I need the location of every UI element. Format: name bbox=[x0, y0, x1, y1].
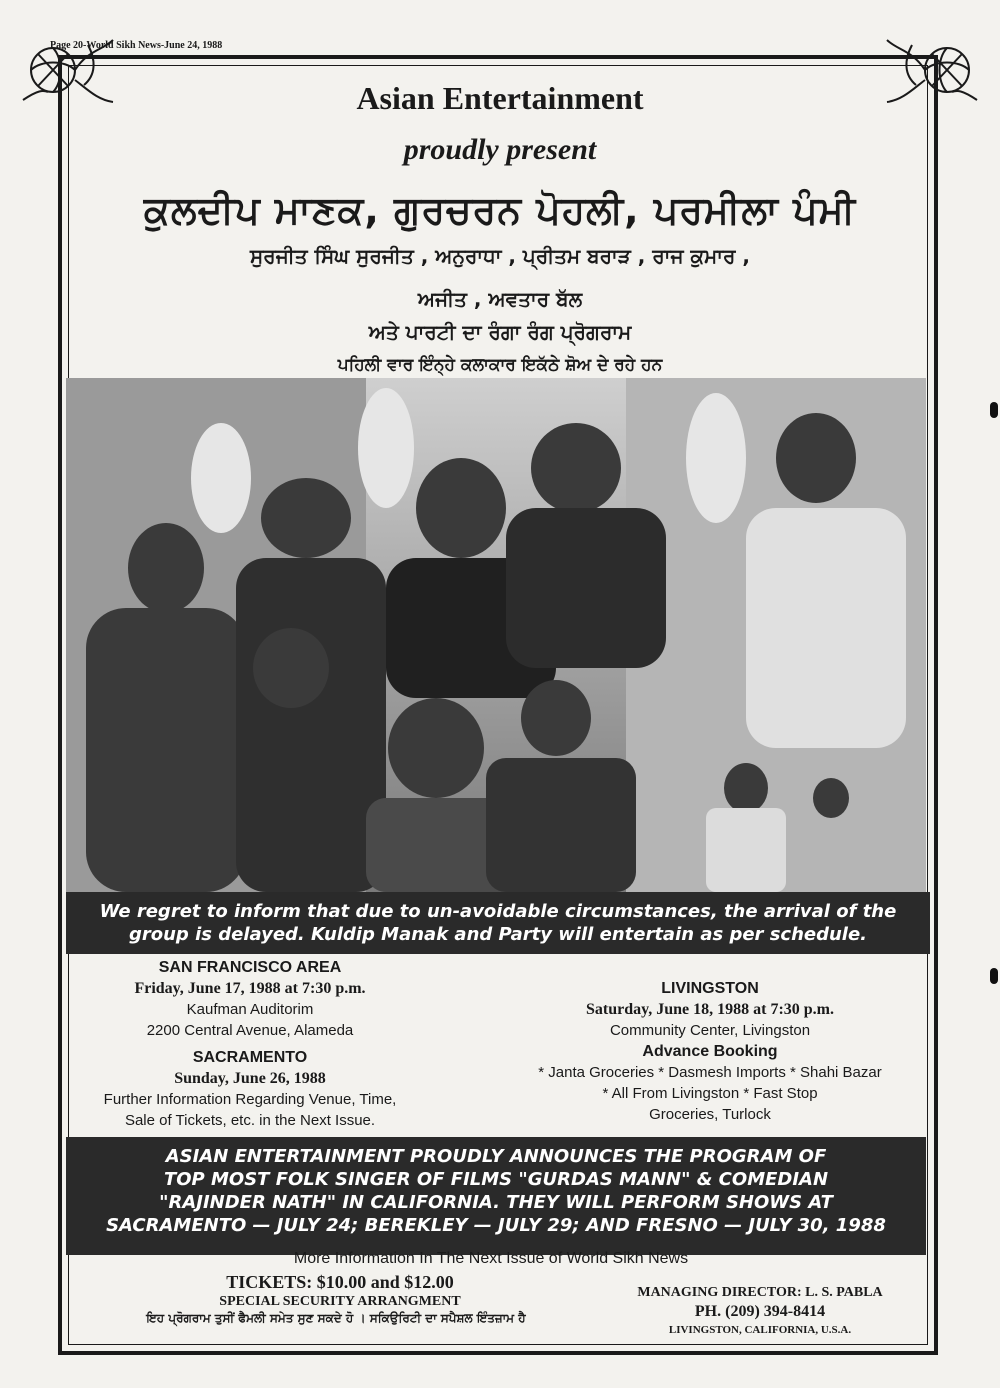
phone-number: PH. (209) 394-8414 bbox=[694, 1303, 826, 1320]
notice-line-1: We regret to inform that due to un-avoidable circumstances, the arrival of the bbox=[99, 901, 897, 922]
schedule-left-column bbox=[80, 957, 420, 1131]
managing-director: MANAGING DIRECTOR: L. S. PABLA bbox=[637, 1285, 883, 1300]
punjabi-headliners: ਕੁਲਦੀਪ ਮਾਣਕ, ਗੁਰਚਰਨ ਪੋਹਲੀ, ਪਰਮੀਲਾ ਪੰਮੀ bbox=[143, 188, 857, 232]
page-masthead: Page 20-World Sikh News-June 24, 1988 bbox=[50, 40, 223, 51]
announce-line-3: "RAJINDER NATH" IN CALIFORNIA. THEY WILL PERFORM SHOWS AT bbox=[159, 1192, 833, 1213]
advance-booking-1: * Janta Groceries * Dasmesh Imports * Shahi Bazar bbox=[538, 1064, 882, 1081]
punjabi-security-note: ਇਹ ਪ੍ਰੋਗਰਾਮ ਤੁਸੀਂ ਫੈਮਲੀ ਸਮੇਤ ਸੁਣ ਸਕਦੇ ਹੋ । ਸਕਿਉਰਿਟੀ ਦਾ ਸਪੈਸ਼ਲ ਇੰਤਜ਼ਾਮ ਹੈ bbox=[146, 1311, 526, 1325]
sf-heading: SAN FRANCISCO AREA bbox=[158, 959, 342, 976]
binder-hole bbox=[990, 402, 998, 418]
location: LIVINGSTON, CALIFORNIA, U.S.A. bbox=[668, 1324, 852, 1336]
sac-info-2: Sale of Tickets, etc. in the Next Issue. bbox=[124, 1112, 376, 1129]
punjabi-tagline: ਪਹਿਲੀ ਵਾਰ ਇੰਨ੍ਹੇ ਕਲਾਕਾਰ ਇਕੱਠੇ ਸ਼ੋਅ ਦੇ ਰਹੇ ਹਨ bbox=[337, 355, 663, 375]
group-photo-collage bbox=[66, 378, 926, 892]
liv-date: Saturday, June 18, 1988 at 7:30 p.m. bbox=[585, 1001, 835, 1018]
sf-venue: Kaufman Auditorim bbox=[186, 1001, 314, 1018]
advance-booking-heading: Advance Booking bbox=[642, 1043, 778, 1060]
liv-venue: Community Center, Livingston bbox=[609, 1022, 811, 1039]
delay-notice-banner bbox=[66, 892, 930, 954]
sac-info-1: Further Information Regarding Venue, Time, bbox=[103, 1091, 397, 1108]
liv-heading: LIVINGSTON bbox=[661, 980, 759, 997]
announcement-banner bbox=[66, 1137, 926, 1255]
present-subtitle: proudly present bbox=[403, 133, 597, 166]
more-info: More Information In The Next Issue of World Sikh News bbox=[293, 1250, 689, 1267]
security-note: SPECIAL SECURITY ARRANGMENT bbox=[219, 1294, 461, 1309]
punjabi-program: ਅਤੇ ਪਾਰਟੀ ਦਾ ਰੰਗਾ ਰੰਗ ਪ੍ਰੋਗਰਾਮ bbox=[368, 320, 632, 344]
sf-date: Friday, June 17, 1988 at 7:30 p.m. bbox=[134, 980, 366, 997]
punjabi-artists-2: ਅਜੀਤ , ਅਵਤਾਰ ਬੱਲ bbox=[417, 287, 583, 311]
notice-line-2: group is delayed. Kuldip Manak and Party will entertain as per schedule. bbox=[128, 924, 868, 945]
ticket-prices: TICKETS: $10.00 and $12.00 bbox=[226, 1272, 454, 1292]
sac-date: Sunday, June 26, 1988 bbox=[174, 1070, 326, 1087]
presenter-title: Asian Entertainment bbox=[356, 80, 644, 116]
announce-line-1: ASIAN ENTERTAINMENT PROUDLY ANNOUNCES THE PROGRAM OF bbox=[165, 1146, 827, 1167]
punjabi-artists: ਸੁਰਜੀਤ ਸਿੰਘ ਸੁਰਜੀਤ , ਅਨੁਰਾਧਾ , ਪ੍ਰੀਤਮ ਬਰਾੜ , ਰਾਜ ਕੁਮਾਰ , bbox=[249, 244, 750, 268]
advance-booking-3: Groceries, Turlock bbox=[649, 1106, 771, 1123]
binder-hole bbox=[990, 968, 998, 984]
announce-line-4: SACRAMENTO — JULY 24; BEREKLEY — JULY 29; AND FRESNO — JULY 30, 1988 bbox=[106, 1215, 886, 1236]
sf-address: 2200 Central Avenue, Alameda bbox=[146, 1022, 354, 1039]
announce-line-2: TOP MOST FOLK SINGER OF FILMS "GURDAS MANN" & COMEDIAN bbox=[163, 1169, 829, 1190]
schedule-right-column bbox=[495, 978, 925, 1125]
sac-heading: SACRAMENTO bbox=[192, 1049, 308, 1066]
advance-booking-2: * All From Livingston * Fast Stop bbox=[602, 1085, 818, 1102]
